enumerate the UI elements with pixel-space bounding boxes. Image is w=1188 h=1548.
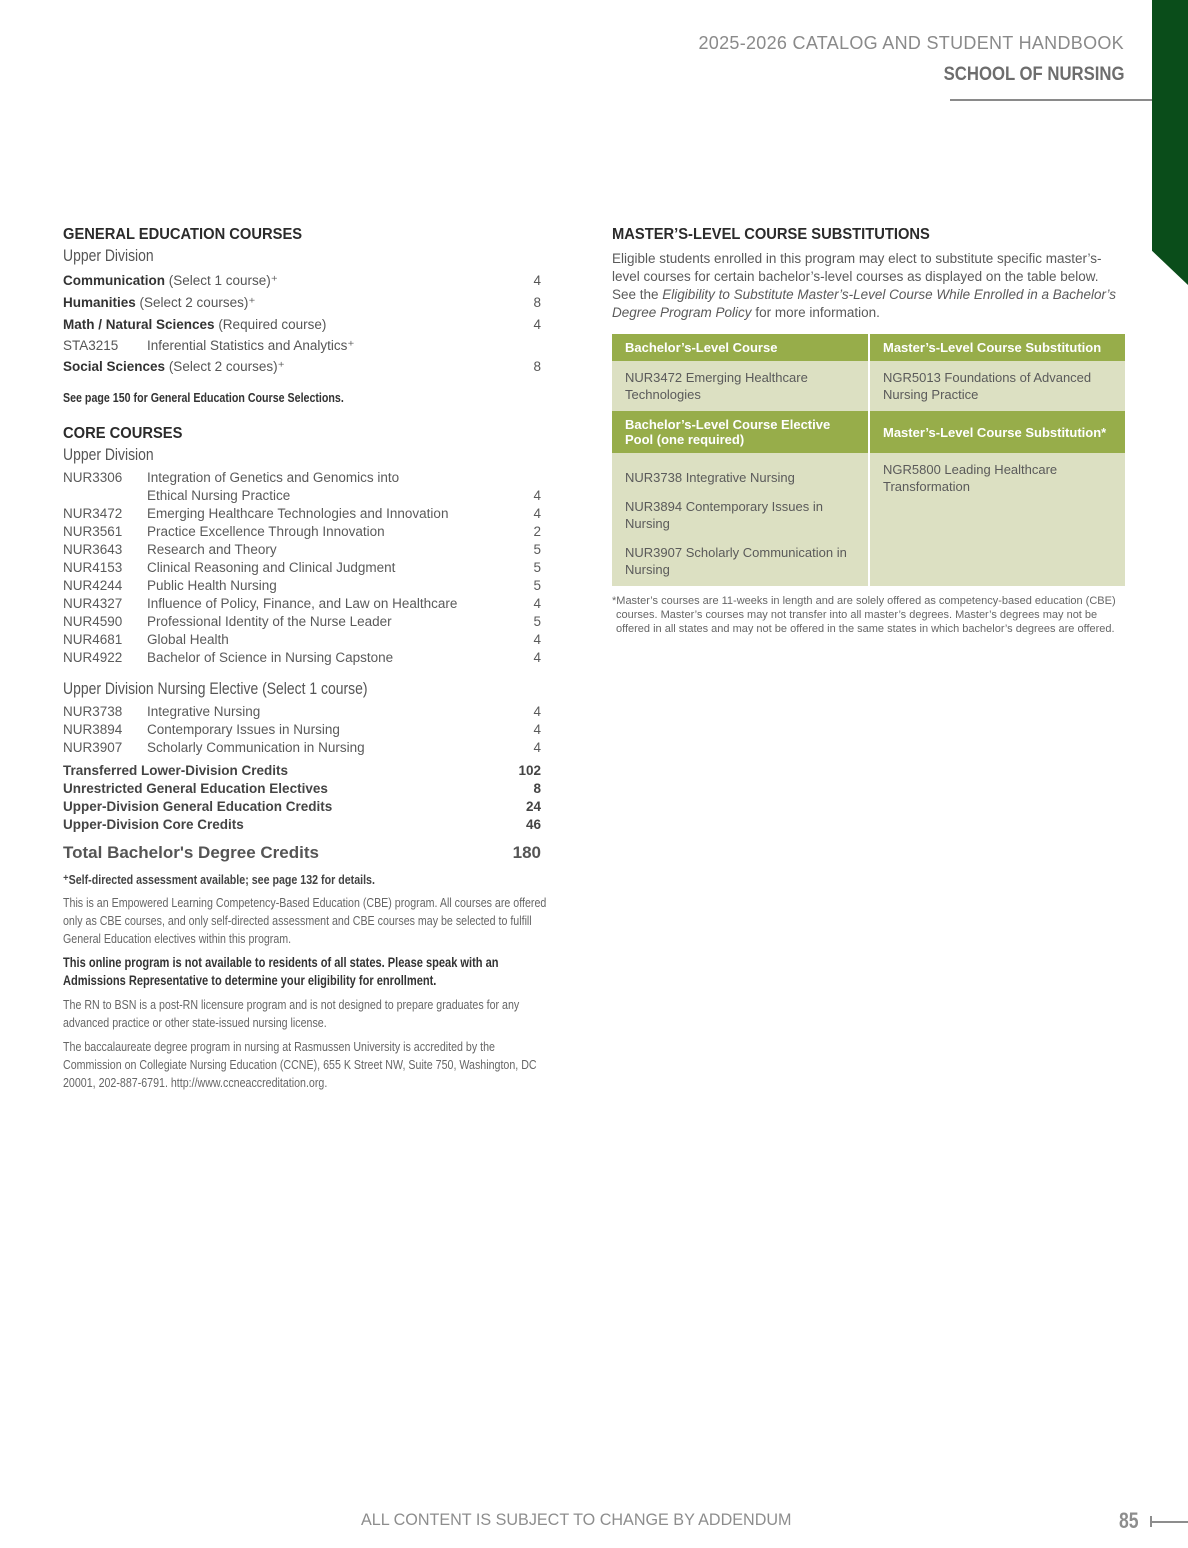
course-code: NUR4681 <box>63 632 123 647</box>
course-code: NUR4922 <box>63 650 123 665</box>
gen-ed-label: Math / Natural Sciences <box>63 317 215 332</box>
self-directed-note: ⁺Self-directed assessment available; see page 132 for details. <box>63 872 375 887</box>
course-code: NUR4244 <box>63 578 123 593</box>
table-row <box>612 361 1125 411</box>
page-marker-line <box>1151 1521 1188 1523</box>
course-row <box>63 721 541 739</box>
totals-label: Upper-Division General Education Credits <box>63 799 333 814</box>
math-course-row <box>63 336 541 356</box>
course-title: Influence of Policy, Finance, and Law on Healthcare <box>147 596 458 611</box>
licensure-paragraph: The RN to BSN is a post-RN licensure program and is not designed to prepare graduates for any advanced practice or other state-issued nursing license. <box>63 997 520 1030</box>
pool-course: NUR3907 Scholarly Communication in Nursing <box>625 545 847 577</box>
table-header-cell: Bachelor’s-Level Course <box>612 334 869 361</box>
course-credits: 5 <box>533 614 541 629</box>
totals-value: 102 <box>518 763 541 778</box>
masters-intro <box>612 250 1126 322</box>
grand-total-value: 180 <box>512 843 541 862</box>
course-row <box>63 523 541 541</box>
course-credits: 4 <box>533 650 541 665</box>
course-credits: 4 <box>533 704 541 719</box>
totals-row <box>63 780 541 798</box>
table-header-cell: Bachelor’s-Level Course Elective Pool (one required) <box>612 411 869 453</box>
masters-title: MASTER’S-LEVEL COURSE SUBSTITUTIONS <box>612 226 930 243</box>
availability-paragraph: This online program is not available to residents of all states. Please speak with an Admissions Representative to determine your eligibility for enrollment. <box>63 955 499 988</box>
table-header-cell: Master’s-Level Course Substitution* <box>869 411 1125 453</box>
course-title: Contemporary Issues in Nursing <box>147 722 340 737</box>
course-code: NUR4590 <box>63 614 123 629</box>
intro-end: for more information. <box>751 305 880 320</box>
gen-ed-credits: 4 <box>533 273 541 288</box>
gen-ed-title: GENERAL EDUCATION COURSES <box>63 226 303 243</box>
course-title: Bachelor of Science in Nursing Capstone <box>147 650 394 665</box>
totals-label: Unrestricted General Education Electives <box>63 781 328 796</box>
accreditation-paragraph: The baccalaureate degree program in nursing at Rasmussen University is accredited by the Commission on Collegiate Nursing Education (CCNE), 655 K Street NW, Suite 750, Washington, DC 20001, 202-887-6791. http://www.ccneaccreditation.org. <box>63 1039 537 1090</box>
course-code: NUR3894 <box>63 722 123 737</box>
course-credits: 5 <box>533 560 541 575</box>
gen-ed-subtitle: Upper Division <box>63 246 154 265</box>
course-credits: 5 <box>533 542 541 557</box>
gen-ed-credits: 4 <box>533 317 541 332</box>
course-title: Integrative Nursing <box>147 704 261 719</box>
course-title: Integration of Genetics and Genomics into <box>147 470 400 485</box>
table-cell: NUR3472 Emerging Healthcare Technologies <box>612 361 869 411</box>
page-number: 85 <box>1119 1508 1139 1533</box>
gen-ed-label: Humanities <box>63 295 136 310</box>
totals-row <box>63 816 541 834</box>
gen-ed-detail: (Select 2 courses)⁺ <box>165 359 285 374</box>
table-row <box>612 453 1125 586</box>
course-credits: 5 <box>533 578 541 593</box>
gen-ed-note: See page 150 for General Education Course Selections. <box>63 390 344 405</box>
gen-ed-row <box>63 270 541 292</box>
policy-name: Eligibility to Substitute Master’s-Level Course While Enrolled in a Bachelor’s Degree Program Policy <box>612 287 1117 320</box>
core-title: CORE COURSES <box>63 425 183 442</box>
gen-ed-row <box>63 292 541 314</box>
course-credits: 4 <box>533 632 541 647</box>
course-code: STA3215 <box>63 338 119 353</box>
course-title-line2: Ethical Nursing Practice <box>147 488 291 503</box>
course-code: NUR3472 <box>63 506 123 521</box>
course-code: NUR3643 <box>63 542 123 557</box>
table-header-cell: Master’s-Level Course Substitution <box>869 334 1125 361</box>
course-title: Global Health <box>147 632 229 647</box>
gen-ed-row <box>63 356 541 378</box>
right-column <box>612 226 1126 636</box>
grand-total-label: Total Bachelor's Degree Credits <box>63 843 319 862</box>
masters-footnote: *Master’s courses are 11-weeks in length and are solely offered as competency-based education (CBE) courses. Master’s courses may not transfer into all master’s degrees. Master’s degrees may not be offered in all states and may not be offered in the same states in which bachelor’s degrees are offered. <box>612 595 1116 635</box>
course-title: Practice Excellence Through Innovation <box>147 524 385 539</box>
totals-value: 46 <box>525 817 541 832</box>
course-credits: 4 <box>533 596 541 611</box>
course-row <box>63 577 541 595</box>
gen-ed-detail: (Required course) <box>214 317 327 332</box>
pool-course: NUR3738 Integrative Nursing <box>625 470 795 485</box>
grand-total-row <box>63 842 541 864</box>
course-title: Scholarly Communication in Nursing <box>147 740 365 755</box>
course-code: NUR4327 <box>63 596 123 611</box>
gen-ed-detail: (Select 1 course)⁺ <box>165 273 278 288</box>
table-header-row <box>612 411 1125 453</box>
totals-row <box>63 798 541 816</box>
course-credits: 4 <box>533 722 541 737</box>
course-row <box>63 631 541 649</box>
course-title: Professional Identity of the Nurse Leader <box>147 614 392 629</box>
gen-ed-credits: 8 <box>533 359 541 374</box>
gen-ed-credits: 8 <box>533 295 541 310</box>
course-row <box>63 739 541 757</box>
footer-disclaimer: ALL CONTENT IS SUBJECT TO CHANGE BY ADDENDUM <box>361 1510 792 1529</box>
green-side-tab <box>1152 0 1188 285</box>
totals-value: 24 <box>525 799 541 814</box>
totals-label: Upper-Division Core Credits <box>63 817 244 832</box>
course-credits: 4 <box>533 740 541 755</box>
table-header-row <box>612 334 1125 361</box>
gen-ed-label: Social Sciences <box>63 359 166 374</box>
course-row <box>63 595 541 613</box>
totals-row <box>63 762 541 780</box>
course-row <box>63 559 541 577</box>
totals-label: Transferred Lower-Division Credits <box>63 763 289 778</box>
course-code: NUR3738 <box>63 704 123 719</box>
course-row <box>63 505 541 523</box>
substitution-table <box>612 334 1125 586</box>
table-cell-pool <box>612 453 869 586</box>
course-credits: 4 <box>533 488 541 503</box>
course-row <box>63 541 541 559</box>
course-code: NUR3907 <box>63 740 123 755</box>
gen-ed-label: Communication <box>63 273 166 288</box>
course-credits: 2 <box>533 524 541 539</box>
cbe-paragraph: This is an Empowered Learning Competency-Based Education (CBE) program. All courses are offered only as CBE courses, and only self-directed assessment and CBE courses may be selected to fulfill General Education electives within this program. <box>63 895 547 946</box>
gen-ed-detail: (Select 2 courses)⁺ <box>135 295 256 310</box>
course-title: Research and Theory <box>147 542 277 557</box>
left-column <box>63 226 547 1098</box>
course-title: Inferential Statistics and Analytics⁺ <box>147 338 355 353</box>
course-title: Clinical Reasoning and Clinical Judgment <box>147 560 396 575</box>
pool-course: NUR3894 Contemporary Issues in Nursing <box>625 499 823 531</box>
school-title: SCHOOL OF NURSING <box>943 64 1124 85</box>
course-code: NUR3561 <box>63 524 123 539</box>
course-credits: 4 <box>533 506 541 521</box>
course-code: NUR4153 <box>63 560 123 575</box>
course-row <box>63 649 541 667</box>
header-divider <box>950 99 1152 101</box>
table-cell: NGR5013 Foundations of Advanced Nursing Practice <box>869 361 1125 411</box>
table-cell: NGR5800 Leading Healthcare Transformation <box>869 453 1125 586</box>
course-code: NUR3306 <box>63 470 123 485</box>
course-title: Public Health Nursing <box>147 578 277 593</box>
totals-value: 8 <box>533 781 541 796</box>
course-row <box>63 469 541 505</box>
course-row <box>63 613 541 631</box>
intro-text: Eligible students enrolled in this program may elect to substitute specific master’s-level courses for certain bachelor’s-level courses as displayed on the table below. See the <box>612 251 1102 302</box>
course-row <box>63 703 541 721</box>
elective-subtitle: Upper Division Nursing Elective (Select 1 course) <box>63 679 368 698</box>
gen-ed-row <box>63 314 541 336</box>
core-subtitle: Upper Division <box>63 445 154 464</box>
catalog-title: 2025-2026 CATALOG AND STUDENT HANDBOOK <box>698 33 1124 53</box>
course-title: Emerging Healthcare Technologies and Innovation <box>147 506 449 521</box>
